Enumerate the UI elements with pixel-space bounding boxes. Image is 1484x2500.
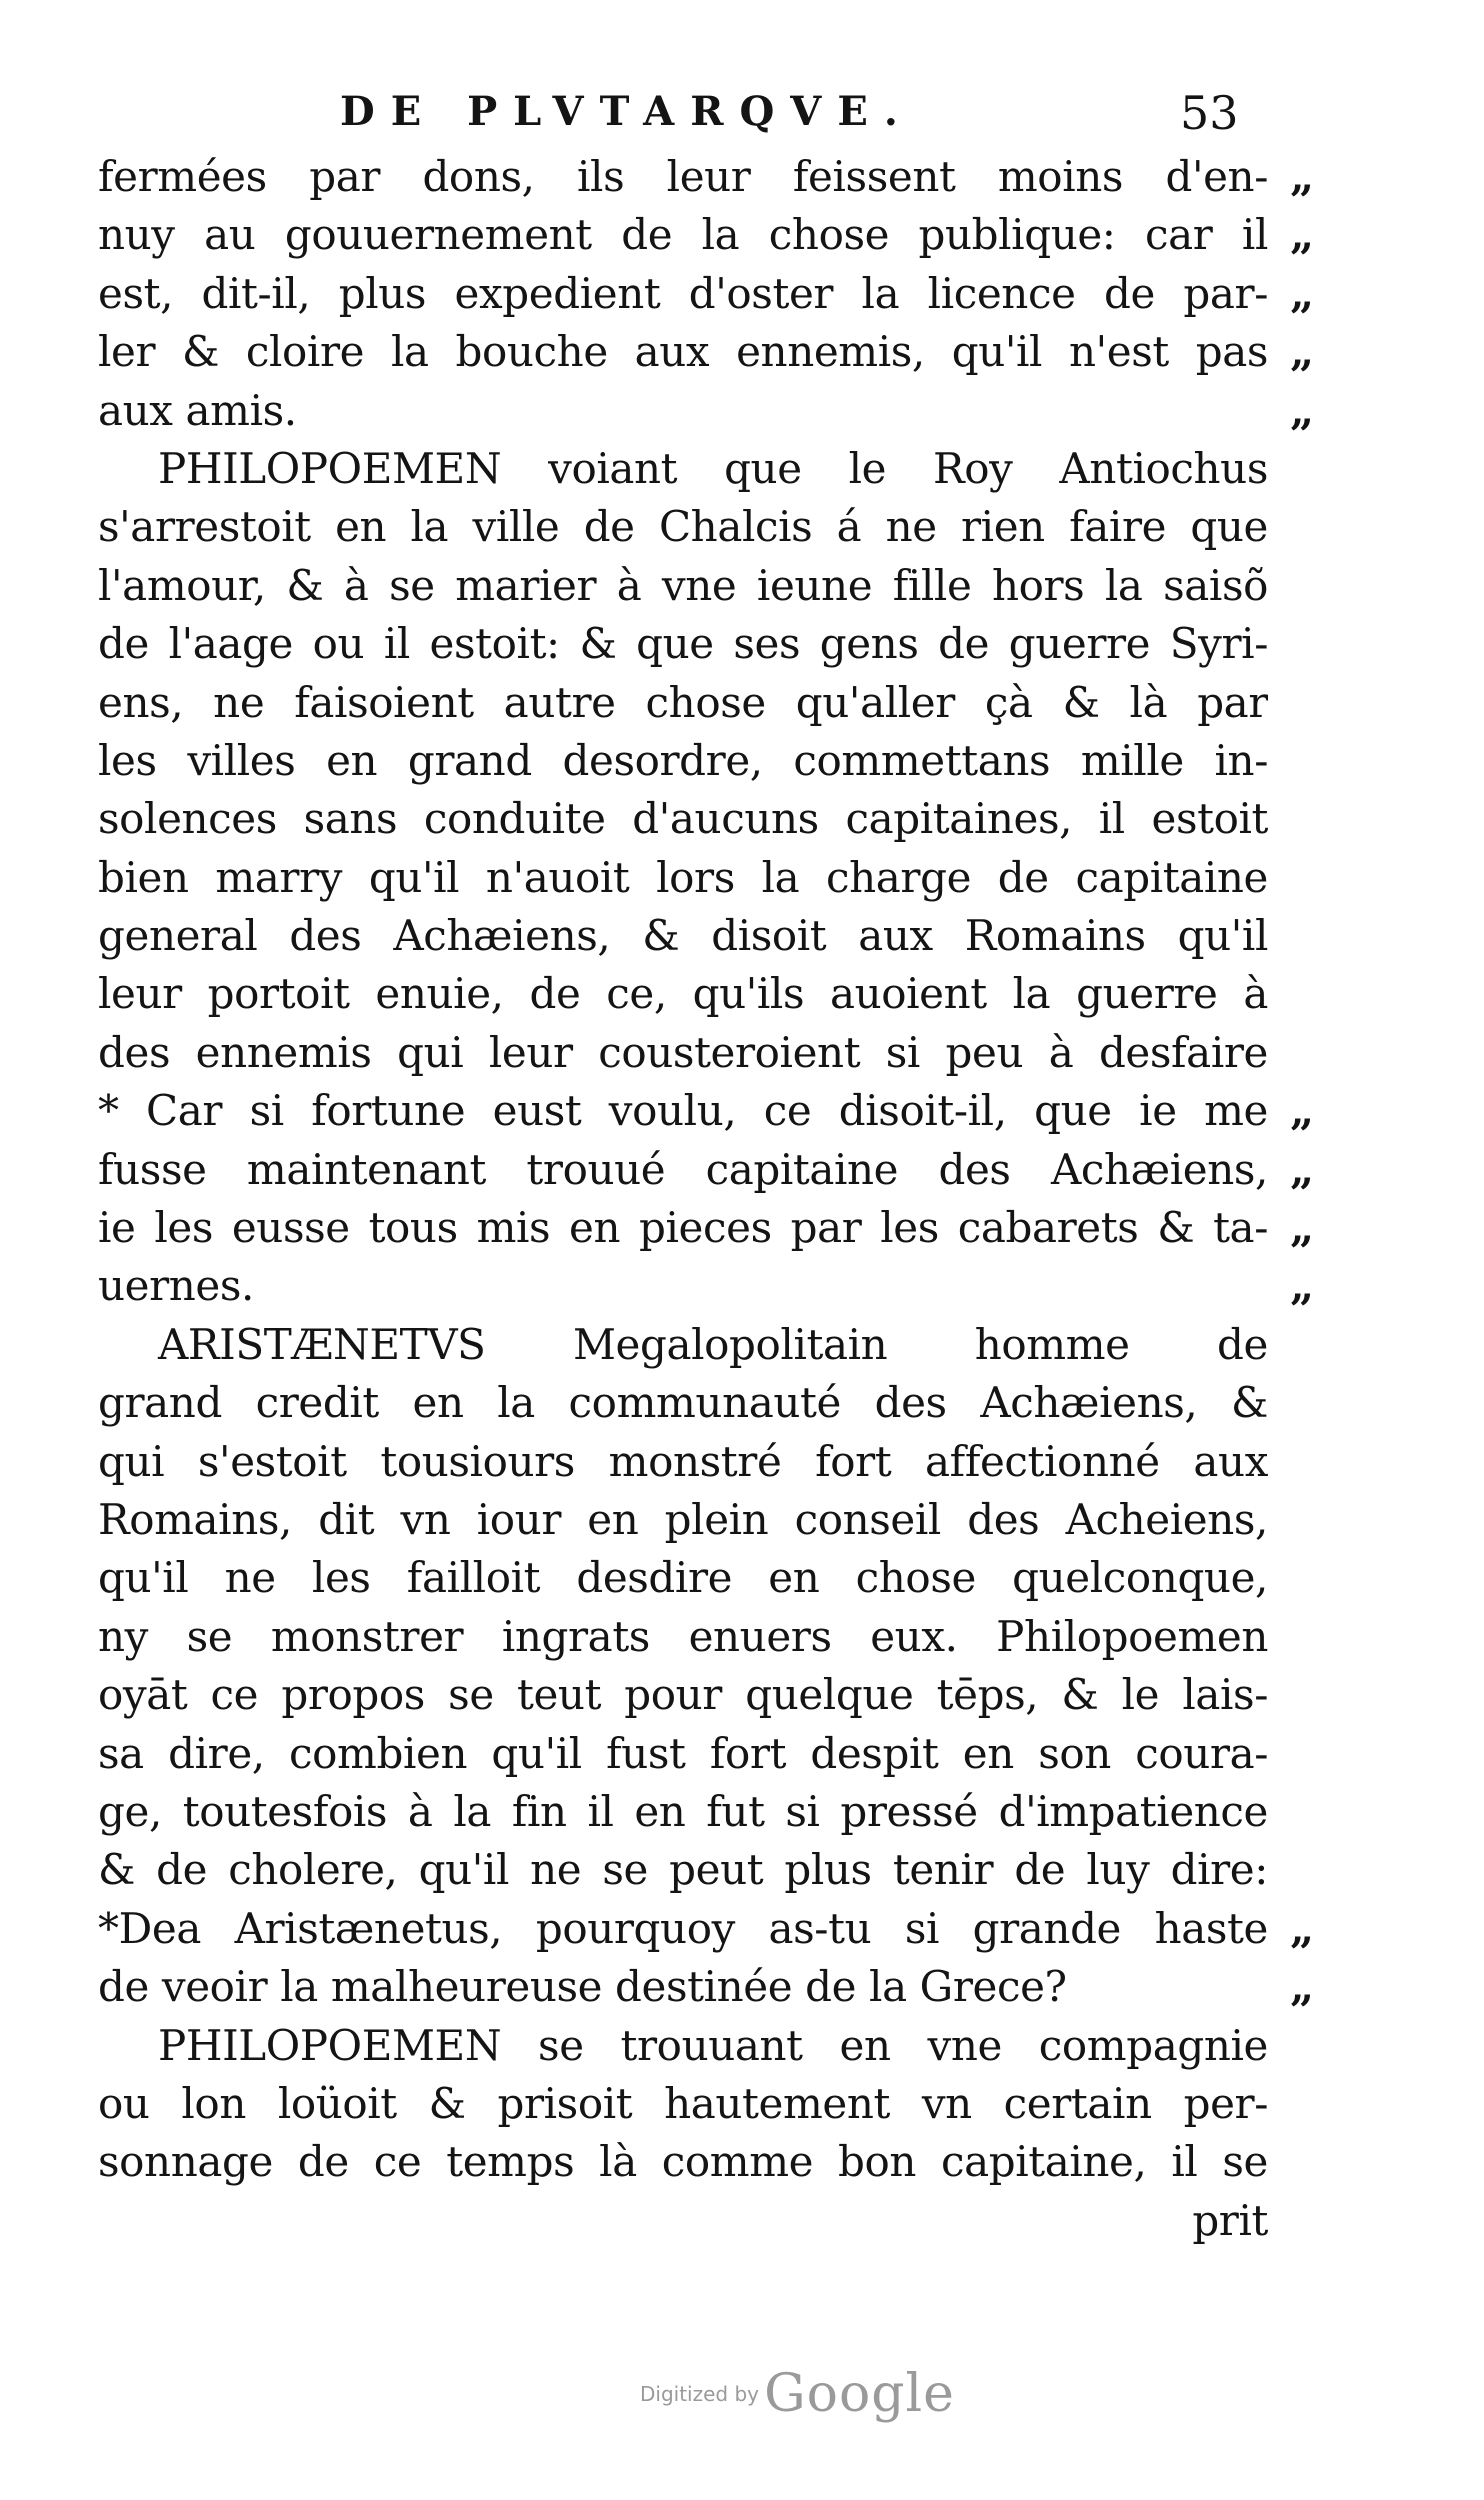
line-text: ler & cloire la bouche aux ennemis, qu'il n'est pas [98,327,1268,377]
line-text: PHILOPOEMEN voiant que le Roy Antiochus [158,443,1268,493]
text-line [98,1257,1317,1315]
line-text: ie les eusse tous mis en pieces par les cabarets & ta- [98,1203,1268,1253]
quotation-margin-mark: „ [1290,152,1317,201]
line-text: ARISTÆNETVS Megalopolitain homme de [158,1319,1268,1369]
watermark-prefix: Digitized by [640,2382,759,2406]
line-text: *Dea Aristænetus, pourquoy as-tu si grande haste [98,1903,1268,1953]
google-watermark [640,2364,980,2424]
line-text: ens, ne faisoient autre chose qu'aller çà & là par [98,677,1268,727]
line-text: s'arrestoit en la ville de Chalcis á ne rien faire que [98,502,1268,552]
quotation-margin-mark: „ [1290,385,1317,435]
line-text: prit [1192,2195,1268,2245]
text-line [98,2133,1268,2191]
text-line [98,2192,1268,2250]
text-line [98,674,1268,732]
line-text: sonnage de ce temps là comme bon capitaine, il se [98,2137,1268,2187]
text-line [98,323,1317,381]
quotation-margin-mark: „ [1290,1086,1317,1136]
text-block [98,148,1317,2250]
line-text: de veoir la malheureuse destinée de la Grece? [98,1962,1067,2012]
quotation-margin-mark: „ [1290,1962,1317,2012]
text-line [98,557,1268,615]
text-line [98,1725,1268,1783]
text-line [98,1666,1268,1724]
text-line [98,1082,1317,1140]
text-line [98,965,1268,1023]
line-text: bien marry qu'il n'auoit lors la charge de capitaine [98,852,1268,902]
quotation-margin-mark: „ [1290,1261,1317,1311]
quotation-margin-mark: „ [1290,268,1317,318]
text-line [98,1491,1268,1549]
line-text: fusse maintenant trouué capitaine des Achæiens, [98,1144,1268,1194]
line-text: des ennemis qui leur cousteroient si peu à desfaire [98,1027,1268,1077]
line-text: qu'il ne les failloit desdire en chose quelconque, [98,1553,1268,1603]
quotation-margin-mark: „ [1290,1203,1317,1253]
text-line [98,2017,1268,2075]
line-text: grand credit en la communauté des Achæiens, & [98,1378,1268,1428]
text-line [98,1900,1317,1958]
text-line [98,1141,1317,1199]
text-line [98,615,1268,673]
text-line [98,849,1268,907]
quotation-margin-mark: „ [1290,1903,1317,1953]
line-text: general des Achæiens, & disoit aux Romains qu'il [98,911,1268,961]
line-text: Romains, dit vn iour en plein conseil des Acheiens, [98,1494,1268,1544]
text-line [98,2075,1268,2133]
line-text: aux amis. [98,385,297,435]
line-text: de l'aage ou il estoit: & que ses gens de guerre Syri- [98,619,1268,669]
line-text: oyāt ce propos se teut pour quelque tēps, & le lais- [98,1670,1268,1720]
quotation-margin-mark: „ [1290,210,1317,260]
line-text: l'amour, & à se marier à vne ieune fille hors la saisõ [98,560,1268,610]
text-line [98,498,1268,556]
line-text: & de cholere, qu'il ne se peut plus tenir de luy dire: [98,1845,1268,1895]
line-text: qui s'estoit tousiours monstré fort affectionné aux [98,1436,1268,1486]
text-line [98,1024,1268,1082]
text-line [98,440,1268,498]
line-text: * Car si fortune eust voulu, ce disoit-il, que ie me [98,1086,1268,1136]
text-line [98,907,1268,965]
text-line [98,206,1317,264]
text-line [98,732,1268,790]
text-line [98,1549,1268,1607]
line-text: sa dire, combien qu'il fust fort despit en son coura- [98,1728,1268,1778]
text-line [98,1841,1268,1899]
line-text: ge, toutesfois à la fin il en fut si pressé d'impatience [98,1786,1268,1836]
line-text: les villes en grand desordre, commettans mille in- [98,735,1268,785]
text-line [98,1608,1268,1666]
line-text: uernes. [98,1261,254,1311]
line-text: solences sans conduite d'aucuns capitaines, il estoit [98,794,1268,844]
line-text: leur portoit enuie, de ce, qu'ils auoient la guerre à [98,969,1268,1019]
text-line [98,790,1268,848]
line-text: ny se monstrer ingrats enuers eux. Philopoemen [98,1611,1268,1661]
line-text: nuy au gouuernement de la chose publique: car il [98,210,1268,260]
page-number: 53 [1180,86,1239,140]
running-title: DE PLVTARQVE. [340,88,914,135]
text-line [98,1783,1268,1841]
line-text: est, dit-il, plus expedient d'oster la licence de par- [98,268,1268,318]
line-text: PHILOPOEMEN se trouuant en vne compagnie [158,2020,1268,2070]
quotation-margin-mark: „ [1290,327,1317,377]
google-logo: Google [764,2364,955,2424]
text-line [98,382,1317,440]
text-line [98,1316,1268,1374]
quotation-margin-mark: „ [1290,1144,1317,1194]
text-line [98,265,1317,323]
text-line [98,1374,1268,1432]
line-text: ou lon loüoit & prisoit hautement vn certain per- [98,2078,1268,2128]
text-line [98,1199,1317,1257]
text-line [98,148,1317,206]
text-line [98,1958,1317,2016]
line-text: fermées par dons, ils leur feissent moins d'en- [98,152,1268,201]
text-line [98,1433,1268,1491]
